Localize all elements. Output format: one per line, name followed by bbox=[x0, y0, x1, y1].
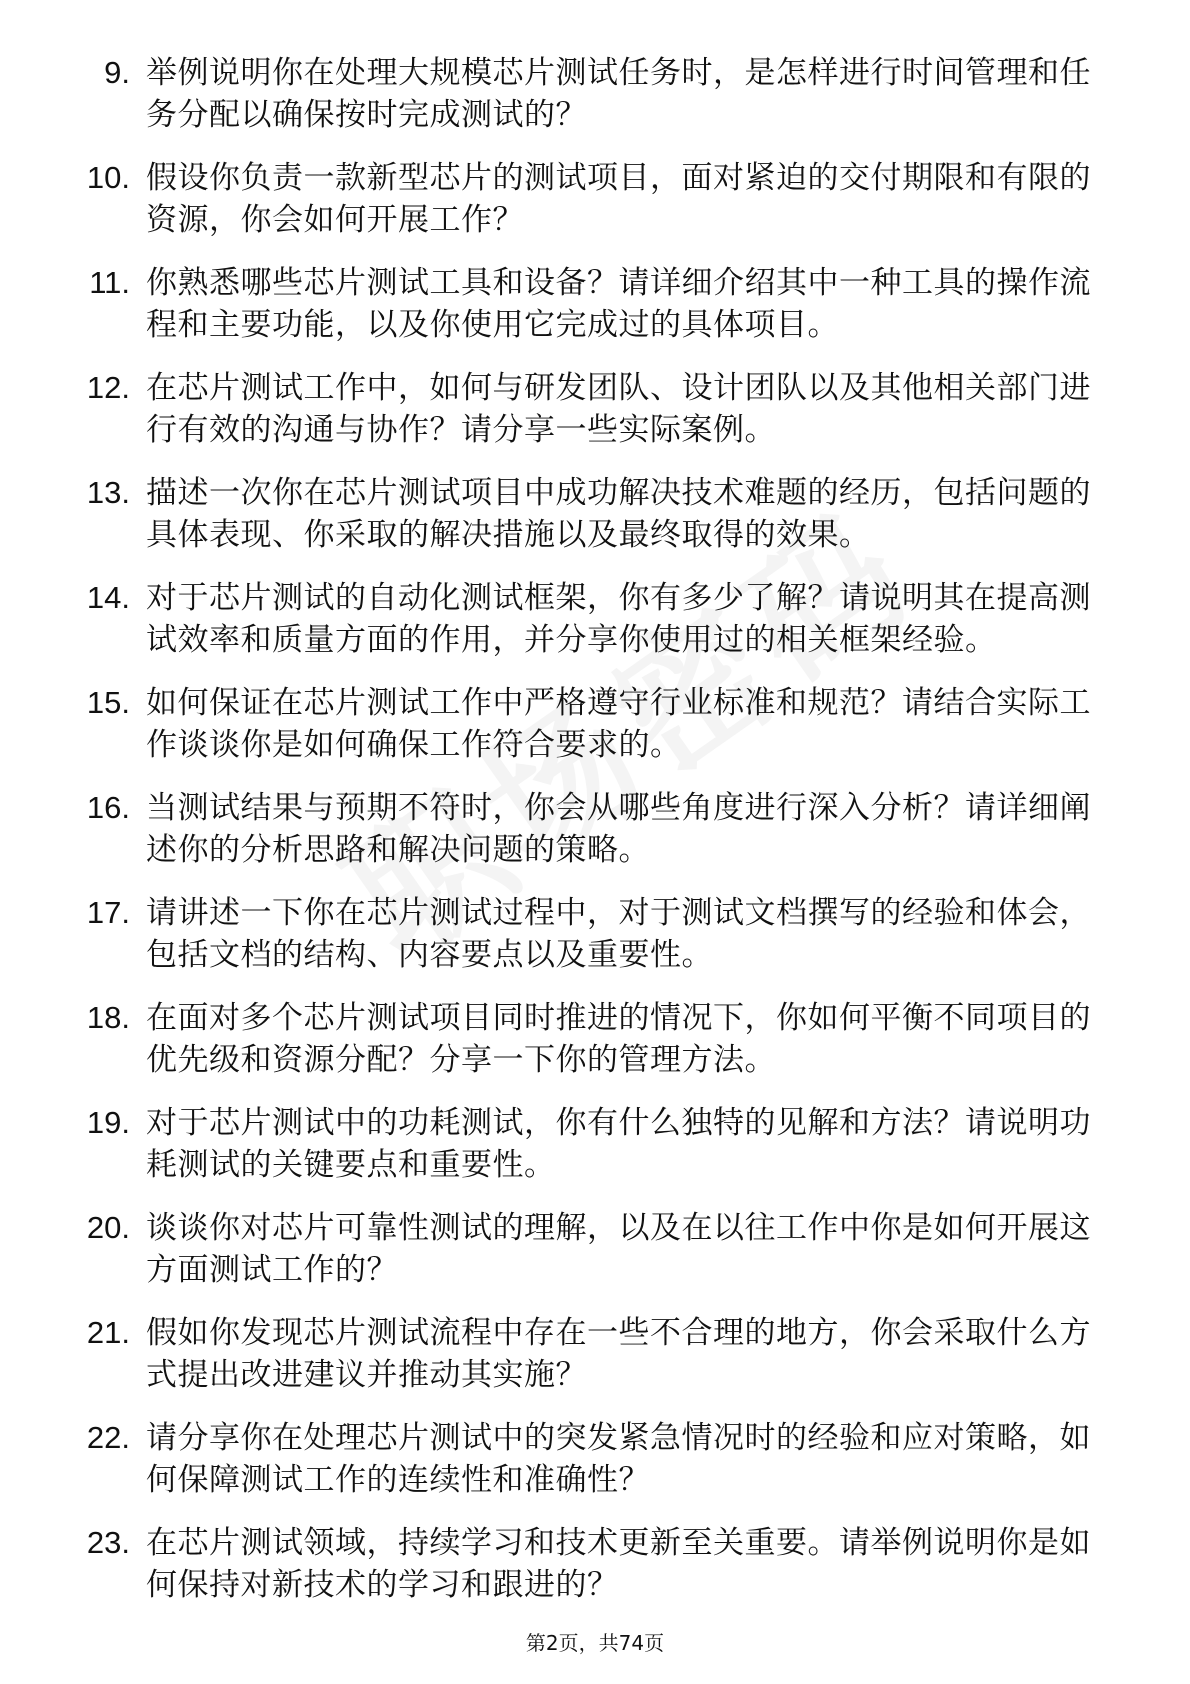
question-number: 19. bbox=[86, 1105, 130, 1140]
question-text: 谈谈你对芯片可靠性测试的理解，以及在以往工作中你是如何开展这方面测试工作的？ bbox=[146, 1210, 1091, 1288]
list-item bbox=[58, 52, 1118, 136]
question-number: 16. bbox=[86, 790, 130, 825]
question-text: 假如你发现芯片测试流程中存在一些不合理的地方，你会采取什么方式提出改进建议并推动其实施？ bbox=[146, 1315, 1091, 1393]
question-number: 20. bbox=[86, 1210, 130, 1245]
list-item bbox=[58, 1207, 1118, 1291]
question-number: 21. bbox=[86, 1315, 130, 1350]
question-number: 11. bbox=[89, 265, 130, 300]
list-item bbox=[58, 787, 1118, 871]
question-number: 14. bbox=[86, 580, 130, 615]
list-item bbox=[58, 682, 1118, 766]
list-item bbox=[58, 1102, 1118, 1186]
question-text: 请分享你在处理芯片测试中的突发紧急情况时的经验和应对策略，如何保障测试工作的连续性和准确性？ bbox=[146, 1420, 1091, 1498]
question-text: 在芯片测试领域，持续学习和技术更新至关重要。请举例说明你是如何保持对新技术的学习和跟进的？ bbox=[146, 1525, 1091, 1603]
question-text: 对于芯片测试的自动化测试框架，你有多少了解？请说明其在提高测试效率和质量方面的作用，并分享你使用过的相关框架经验。 bbox=[146, 580, 1091, 658]
list-item bbox=[58, 997, 1118, 1081]
list-item bbox=[58, 577, 1118, 661]
question-text: 在芯片测试工作中，如何与研发团队、设计团队以及其他相关部门进行有效的沟通与协作？请分享一些实际案例。 bbox=[146, 370, 1091, 448]
list-item bbox=[58, 1417, 1118, 1501]
question-number: 13. bbox=[86, 475, 130, 510]
question-text: 举例说明你在处理大规模芯片测试任务时，是怎样进行时间管理和任务分配以确保按时完成测试的？ bbox=[146, 55, 1091, 133]
question-number: 9. bbox=[104, 55, 130, 90]
question-text: 描述一次你在芯片测试项目中成功解决技术难题的经历，包括问题的具体表现、你采取的解决措施以及最终取得的效果。 bbox=[146, 475, 1091, 553]
question-number: 10. bbox=[86, 160, 130, 195]
list-item bbox=[58, 472, 1118, 556]
question-list bbox=[58, 52, 1118, 1627]
question-text: 如何保证在芯片测试工作中严格遵守行业标准和规范？请结合实际工作谈谈你是如何确保工作符合要求的。 bbox=[146, 685, 1091, 763]
list-item bbox=[58, 1312, 1118, 1396]
list-item bbox=[58, 262, 1118, 346]
question-text: 你熟悉哪些芯片测试工具和设备？请详细介绍其中一种工具的操作流程和主要功能，以及你使用它完成过的具体项目。 bbox=[146, 265, 1091, 343]
list-item bbox=[58, 1522, 1118, 1606]
page-footer: 第2页，共74页 bbox=[525, 1631, 665, 1655]
question-number: 17. bbox=[86, 895, 130, 930]
list-item bbox=[58, 157, 1118, 241]
question-text: 对于芯片测试中的功耗测试，你有什么独特的见解和方法？请说明功耗测试的关键要点和重要性。 bbox=[146, 1105, 1091, 1183]
question-text: 请讲述一下你在芯片测试过程中，对于测试文档撰写的经验和体会，包括文档的结构、内容要点以及重要性。 bbox=[146, 895, 1091, 973]
list-item bbox=[58, 892, 1118, 976]
list-item bbox=[58, 367, 1118, 451]
question-number: 18. bbox=[86, 1000, 130, 1035]
question-number: 22. bbox=[86, 1420, 130, 1455]
question-text: 当测试结果与预期不符时，你会从哪些角度进行深入分析？请详细阐述你的分析思路和解决问题的策略。 bbox=[146, 790, 1091, 868]
question-text: 假设你负责一款新型芯片的测试项目，面对紧迫的交付期限和有限的资源，你会如何开展工作？ bbox=[146, 160, 1091, 238]
question-number: 15. bbox=[86, 685, 130, 720]
question-number: 23. bbox=[86, 1525, 130, 1560]
question-text: 在面对多个芯片测试项目同时推进的情况下，你如何平衡不同项目的优先级和资源分配？分享一下你的管理方法。 bbox=[146, 1000, 1091, 1078]
question-number: 12. bbox=[86, 370, 130, 405]
